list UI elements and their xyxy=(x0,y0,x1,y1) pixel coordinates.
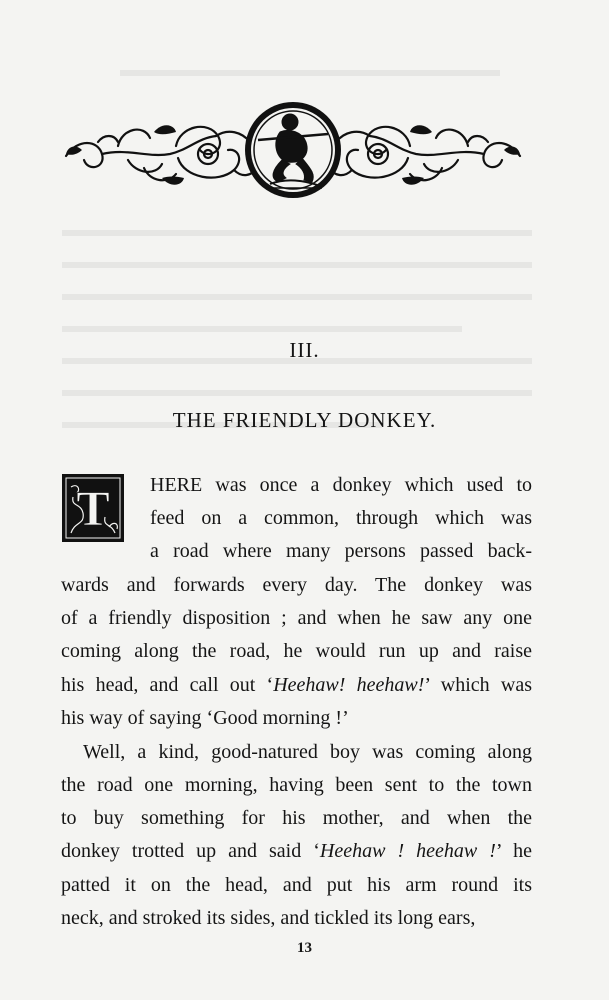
ornamental-headpiece xyxy=(58,98,528,202)
text-run: of a friendly disposition ; and when he saw any one xyxy=(61,607,532,629)
dropcap-letter: T xyxy=(76,480,110,536)
text-line xyxy=(61,606,532,630)
text-run: his head, and call out ‘ xyxy=(61,674,274,696)
text-run: Well, a kind, good-natured boy was coming along xyxy=(83,741,532,763)
italic-phrase: Heehaw ! heehaw ! xyxy=(319,840,496,862)
text-line xyxy=(61,639,532,663)
text-run: ’ which was xyxy=(424,674,533,696)
text-line xyxy=(150,539,532,563)
text-run: coming along the road, he would run up and raise xyxy=(61,640,532,662)
text-line xyxy=(61,839,532,863)
text-line xyxy=(61,873,532,897)
text-run: his way of saying ‘Good morning !’ xyxy=(61,707,349,729)
chapter-number: III. xyxy=(289,338,320,362)
text-line xyxy=(61,806,532,830)
text-line xyxy=(150,506,532,530)
text-run: neck, and stroked its sides, and tickled its long ears, xyxy=(61,907,476,929)
text-line xyxy=(61,906,532,930)
text-run: ’ he xyxy=(495,840,532,862)
text-line xyxy=(61,673,532,697)
text-run: donkey trotted up and said ‘ xyxy=(61,840,320,862)
text-run: a road where many persons passed back- xyxy=(150,540,532,562)
italic-phrase: Heehaw! heehaw! xyxy=(273,674,425,696)
text-run: to buy something for his mother, and when the xyxy=(61,807,532,829)
chapter-title: THE FRIENDLY DONKEY. xyxy=(172,408,437,432)
text-line xyxy=(83,740,532,764)
text-line xyxy=(61,706,532,730)
page-number: 13 xyxy=(297,940,312,956)
text-run: wards and forwards every day. The donkey was xyxy=(61,574,532,596)
decorated-initial xyxy=(61,473,125,543)
text-line xyxy=(61,573,532,597)
text-run: patted it on the head, and put his arm round its xyxy=(61,874,532,896)
text-run: HERE was once a donkey which used to xyxy=(150,474,532,496)
text-run: feed on a common, through which was xyxy=(150,507,532,529)
text-line xyxy=(150,473,532,497)
text-run: the road one morning, having been sent to the town xyxy=(61,774,532,796)
text-line xyxy=(61,773,532,797)
